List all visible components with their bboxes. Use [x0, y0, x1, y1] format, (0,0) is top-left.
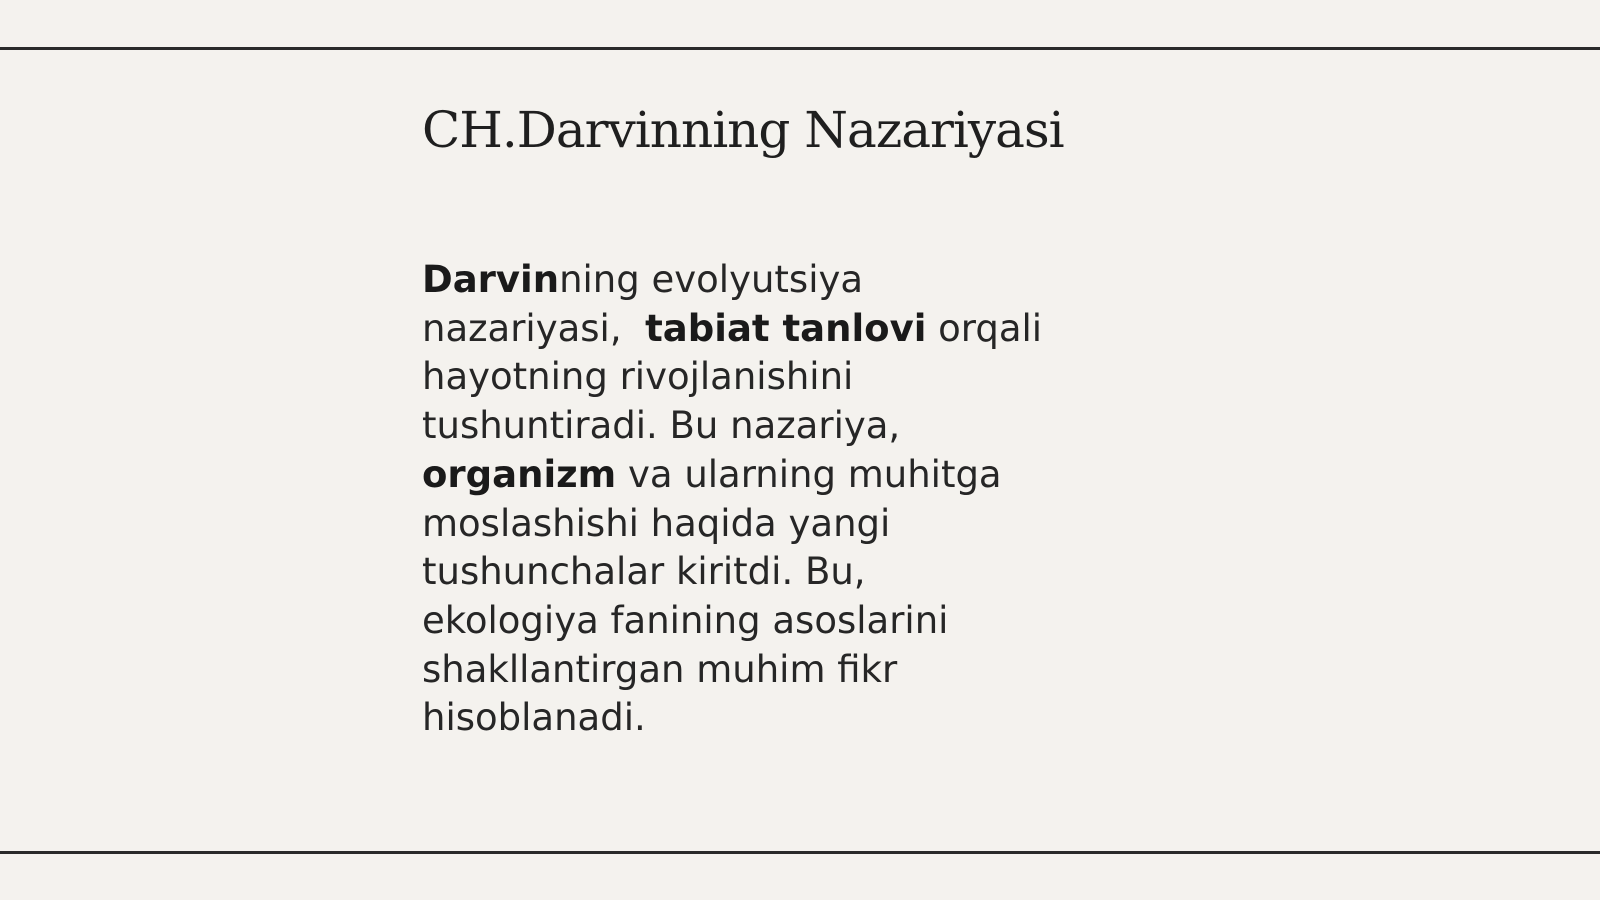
body-line-6: moslashishi haqida yangi: [422, 501, 891, 545]
body-line-1: [422, 256, 1042, 305]
body-line-5: [422, 451, 1042, 500]
highlight-darvin: Darvin: [422, 258, 560, 301]
body-text: orqali: [926, 306, 1043, 350]
body-text: va ularning muhitga: [616, 452, 1002, 496]
body-line-2: [422, 305, 1042, 354]
bottom-divider: [0, 851, 1600, 854]
body-line-10: hisoblanadi.: [422, 696, 646, 740]
body-line-9: shakllantirgan muhim fikr: [422, 647, 898, 691]
top-divider: [0, 47, 1600, 50]
highlight-organizm: organizm: [422, 452, 617, 496]
body-line-4: tushuntiradi. Bu nazariya,: [422, 404, 901, 448]
body-line-8: ekologiya fanining asoslarini: [422, 598, 949, 642]
body-paragraph: [422, 256, 1042, 743]
body-line-7: tushunchalar kiritdi. Bu,: [422, 550, 866, 594]
body-text: ning evolyutsiya: [559, 258, 864, 301]
body-text: nazariyasi,: [422, 306, 646, 350]
slide-title: CH.Darvinning Nazariyasi: [422, 101, 1064, 159]
highlight-tabiat-tanlovi: tabiat tanlovi: [645, 306, 927, 350]
body-line-3: hayotning rivojlanishini: [422, 355, 854, 399]
